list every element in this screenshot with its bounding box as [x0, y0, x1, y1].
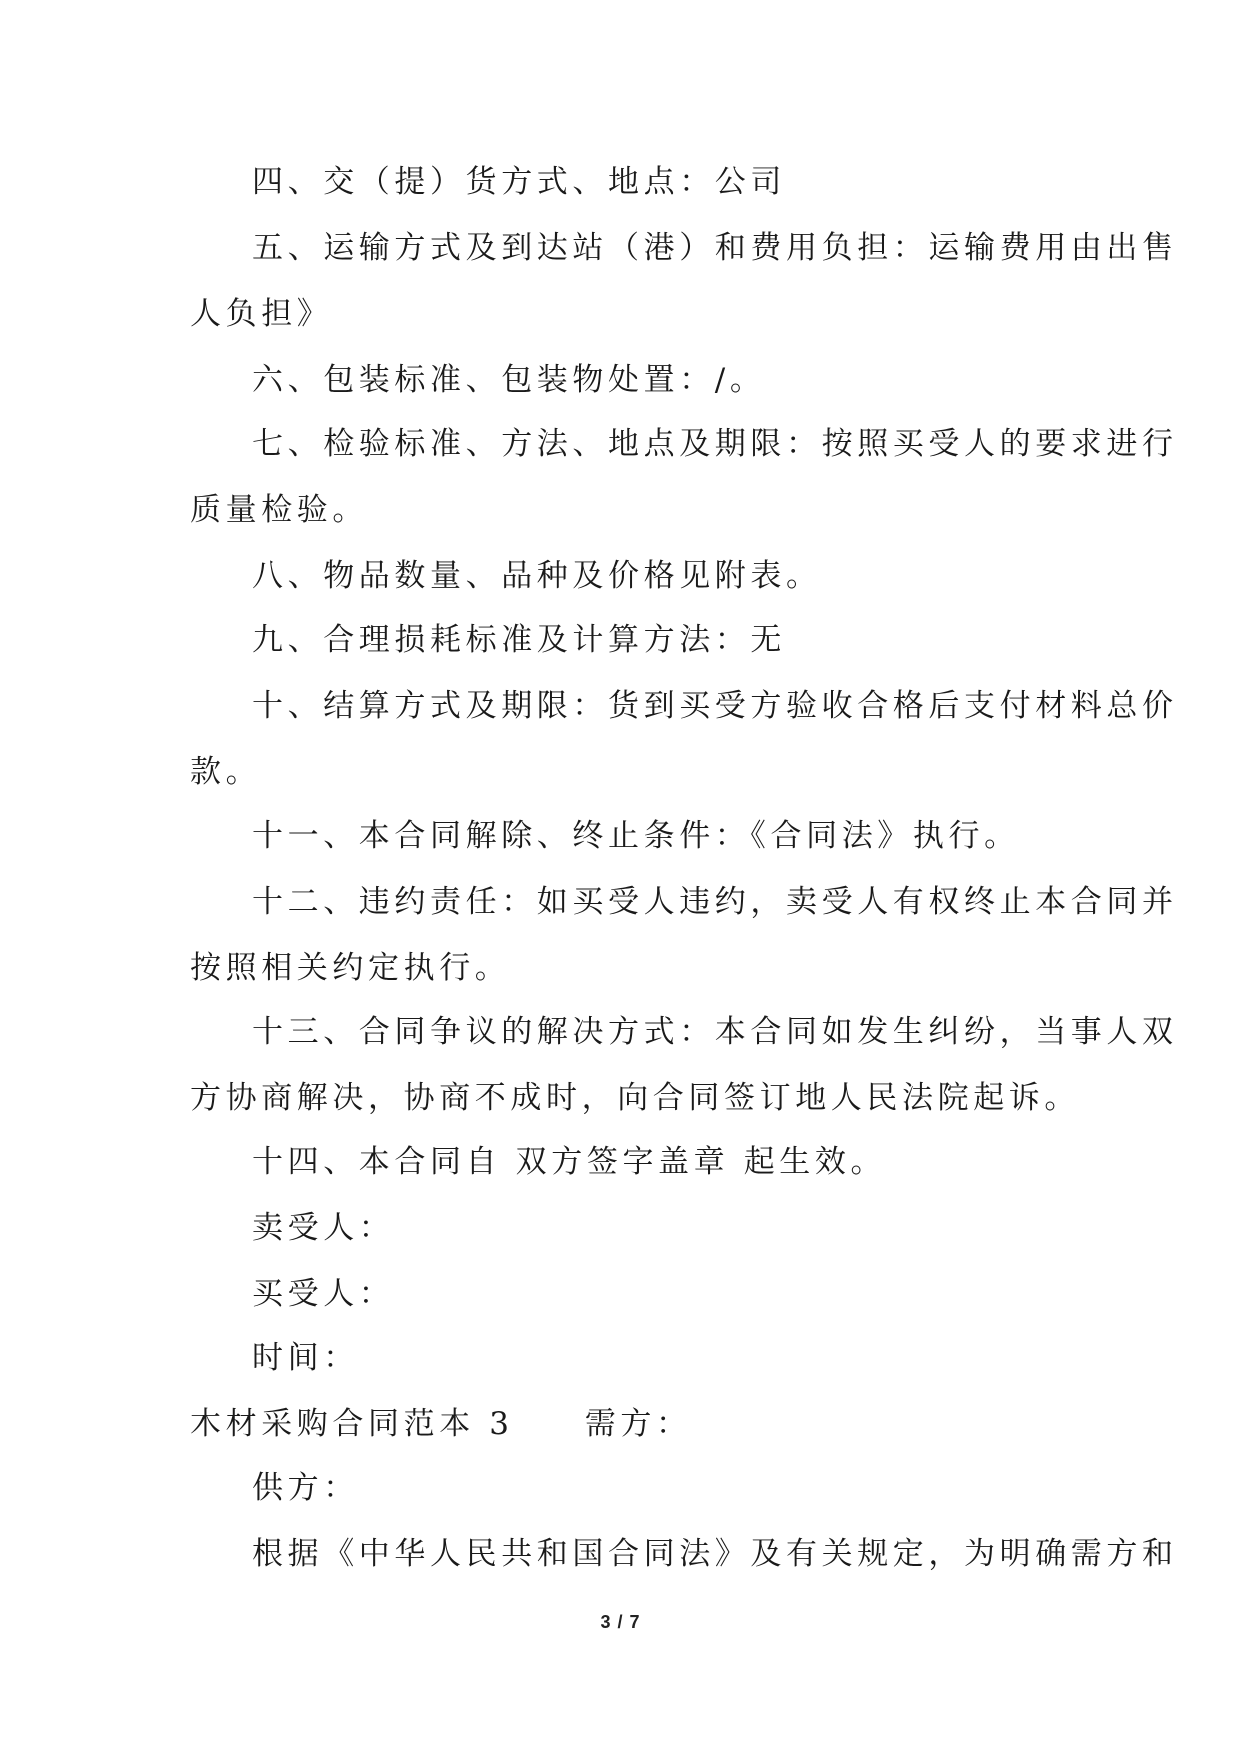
seller-signature-line: 卖受人：	[252, 1210, 395, 1246]
clause-13: 十三、合同争议的解决方式：本合同如发生纠纷，当事人双	[252, 1014, 1178, 1050]
clause-6: 六、包装标准、包装物处置：/。	[252, 362, 766, 398]
clause-7: 七、检验标准、方法、地点及期限：按照买受人的要求进行	[252, 426, 1178, 462]
supplier-line: 供方：	[252, 1470, 359, 1506]
clause-8: 八、物品数量、品种及价格见附表。	[252, 558, 822, 594]
clause-5-continued: 人负担》	[190, 296, 333, 332]
clause-7-continued: 质量检验。	[190, 492, 368, 528]
clause-13-continued: 方协商解决，协商不成时，向合同签订地人民法院起诉。	[190, 1080, 1080, 1116]
clause-5: 五、运输方式及到达站（港）和费用负担：运输费用由出售	[252, 230, 1178, 266]
clause-10: 十、结算方式及期限：货到买受方验收合格后支付材料总价	[252, 688, 1178, 724]
clause-12-continued: 按照相关约定执行。	[190, 950, 511, 986]
buyer-signature-line: 买受人：	[252, 1276, 395, 1312]
clause-14: 十四、本合同自 双方签字盖章 起生效。	[252, 1144, 887, 1180]
page-number: 3 / 7	[600, 1612, 641, 1632]
date-line: 时间：	[252, 1340, 359, 1376]
clause-10-continued: 款。	[190, 754, 262, 790]
clause-4: 四、交（提）货方式、地点：公司	[252, 164, 786, 200]
preamble-paragraph: 根据《中华人民共和国合同法》及有关规定，为明确需方和	[252, 1536, 1178, 1572]
template-3-heading: 木材采购合同范本 3 需方：	[190, 1406, 692, 1442]
clause-11: 十一、本合同解除、终止条件：《合同法》执行。	[252, 818, 1020, 854]
clause-12: 十二、违约责任：如买受人违约，卖受人有权终止本合同并	[252, 884, 1178, 920]
clause-9: 九、合理损耗标准及计算方法：无	[252, 622, 786, 658]
